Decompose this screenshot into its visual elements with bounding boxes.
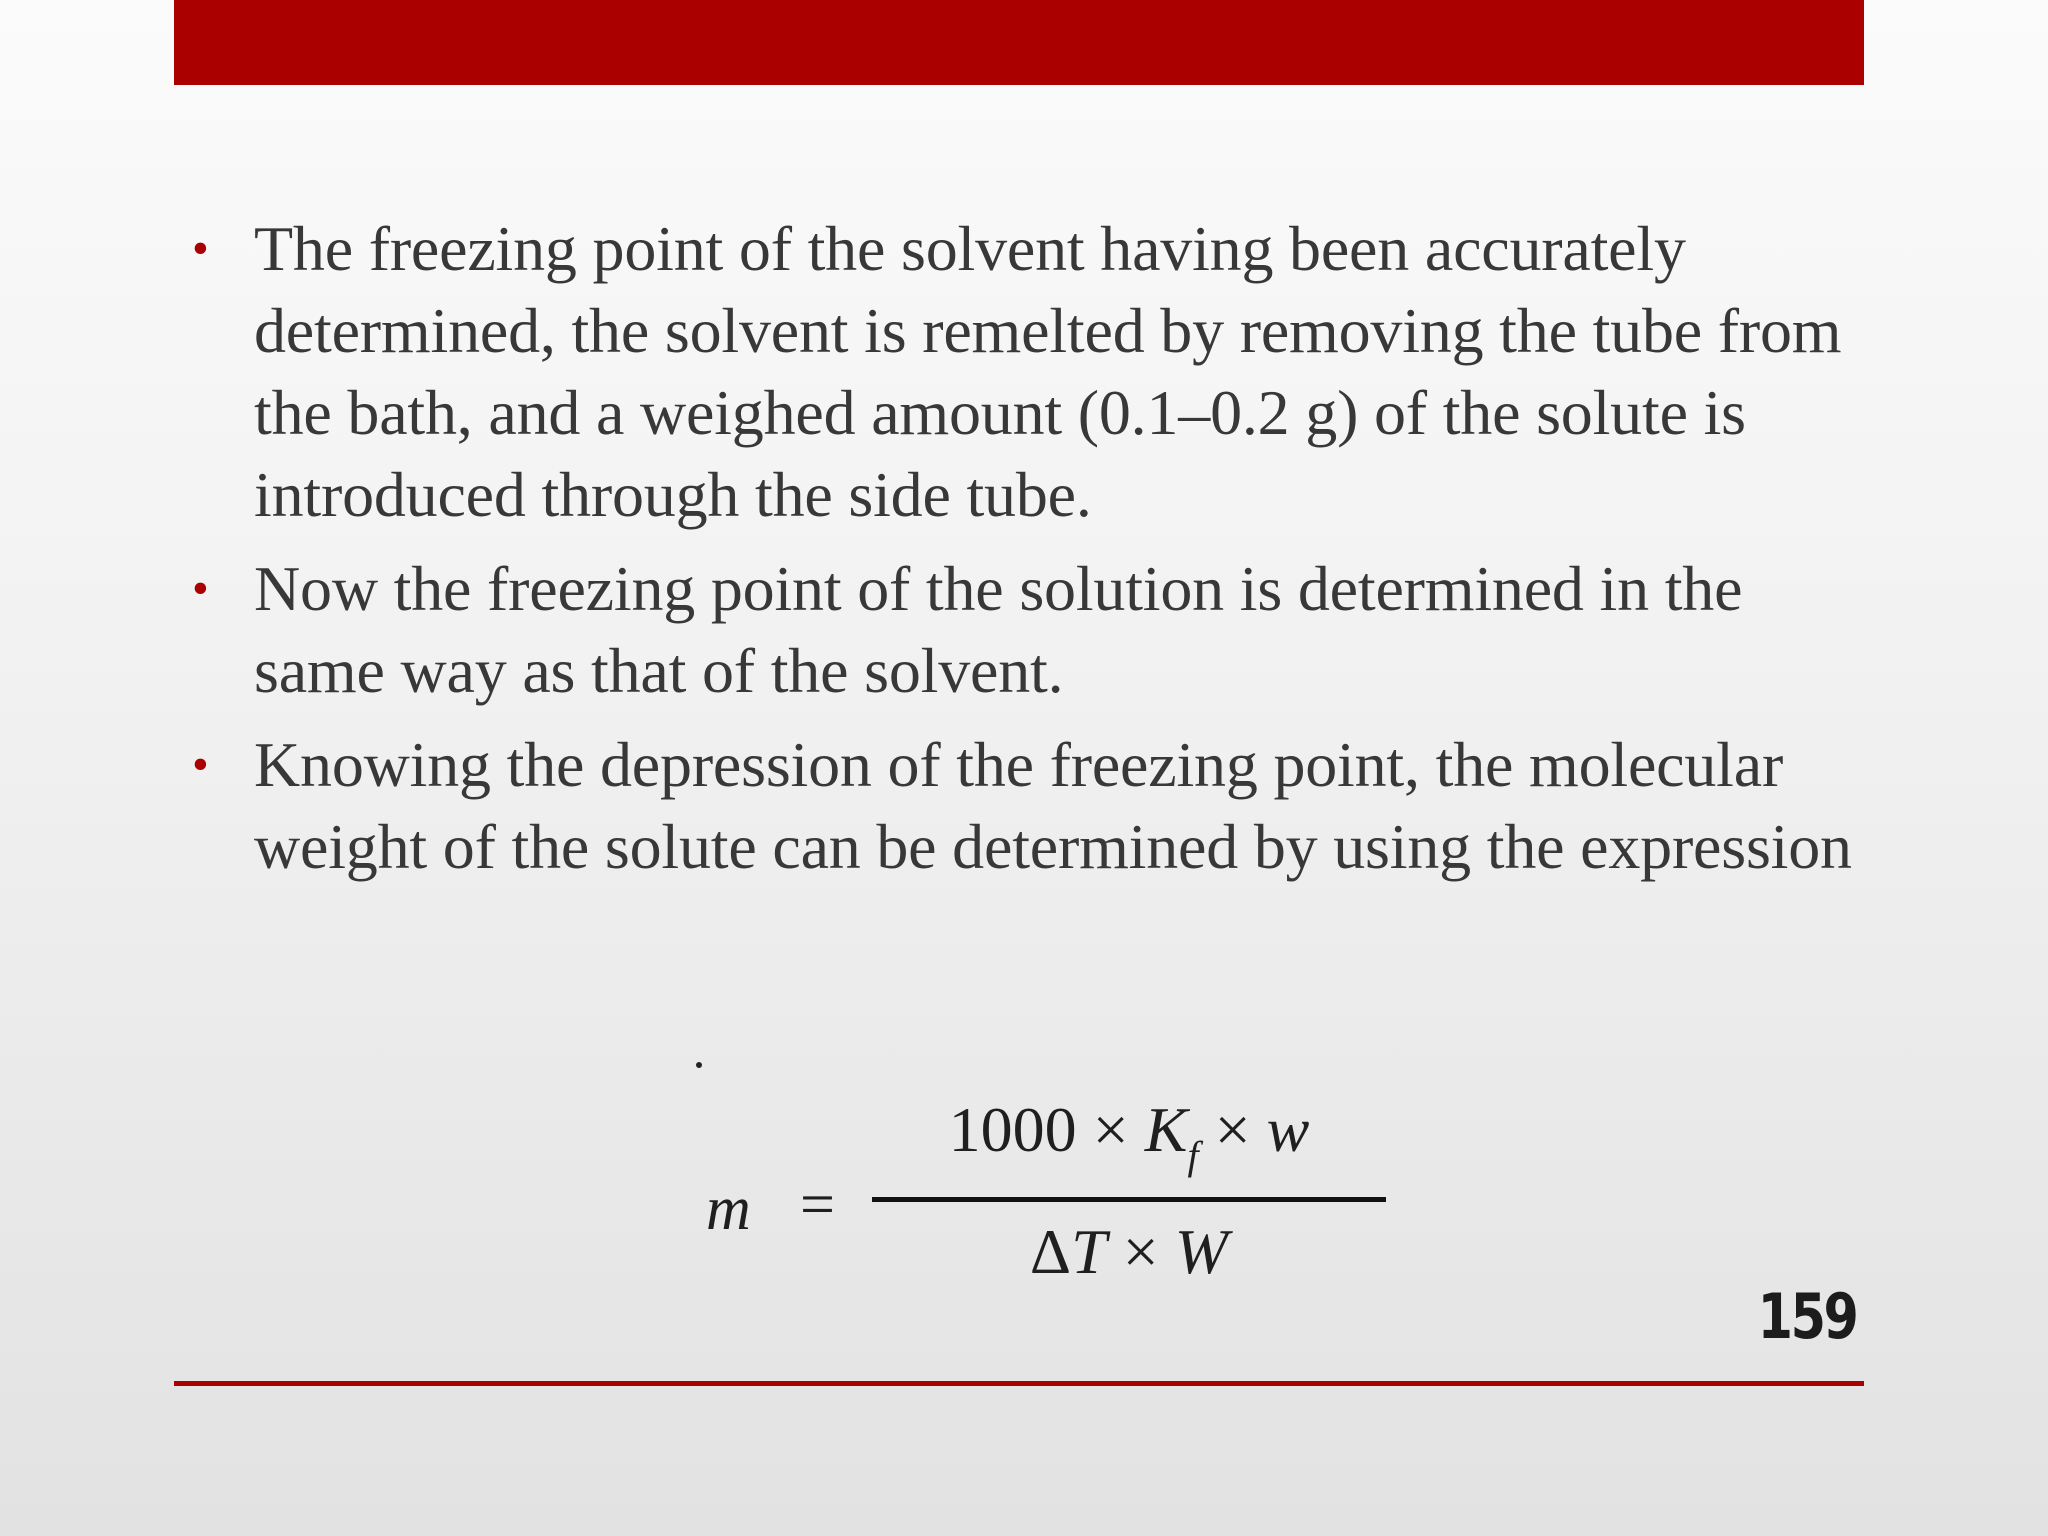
- bullet-text: The freezing point of the solvent having been accurately determined, the solvent is remelted by removing the tube from the bath, and a weighed amount (0.1–0.2 g) of the solute is introduced through the side tube.: [254, 213, 1842, 530]
- bullet-item: [192, 724, 1852, 888]
- times-sign: ×: [1122, 1216, 1159, 1287]
- numerator-w: w: [1266, 1094, 1310, 1165]
- numerator-constant: 1000: [948, 1094, 1077, 1165]
- top-accent-bar: [174, 0, 1864, 85]
- times-sign: ×: [1092, 1094, 1129, 1165]
- formula-numerator: [872, 1090, 1386, 1196]
- times-sign: ×: [1214, 1094, 1251, 1165]
- bullet-icon: •: [192, 738, 209, 791]
- denominator-delta: Δ: [1029, 1216, 1072, 1287]
- page-number: 159: [1757, 1280, 1856, 1353]
- numerator-k-subscript: f: [1187, 1133, 1199, 1178]
- formula-equals-sign: =: [800, 1171, 835, 1239]
- bullet-icon: •: [192, 222, 209, 275]
- bullet-text: Now the freezing point of the solution is determined in the same way as that of the solvent.: [254, 553, 1743, 706]
- fraction-bar: [872, 1197, 1386, 1202]
- numerator-k: K: [1144, 1094, 1188, 1165]
- molecular-weight-formula: [706, 1090, 1386, 1300]
- bullet-text: Knowing the depression of the freezing point, the molecular weight of the solute can be determined by using the expression: [254, 729, 1852, 882]
- bullet-item: [192, 208, 1852, 536]
- denominator-t: T: [1071, 1216, 1107, 1287]
- formula-lhs: m: [706, 1175, 751, 1243]
- stray-dot: [696, 1062, 702, 1068]
- bottom-accent-rule: [174, 1381, 1864, 1386]
- bullet-item: [192, 548, 1852, 712]
- formula-denominator: [872, 1212, 1386, 1292]
- denominator-w: W: [1174, 1216, 1229, 1287]
- bullet-list: [192, 208, 1852, 900]
- bullet-icon: •: [192, 562, 209, 615]
